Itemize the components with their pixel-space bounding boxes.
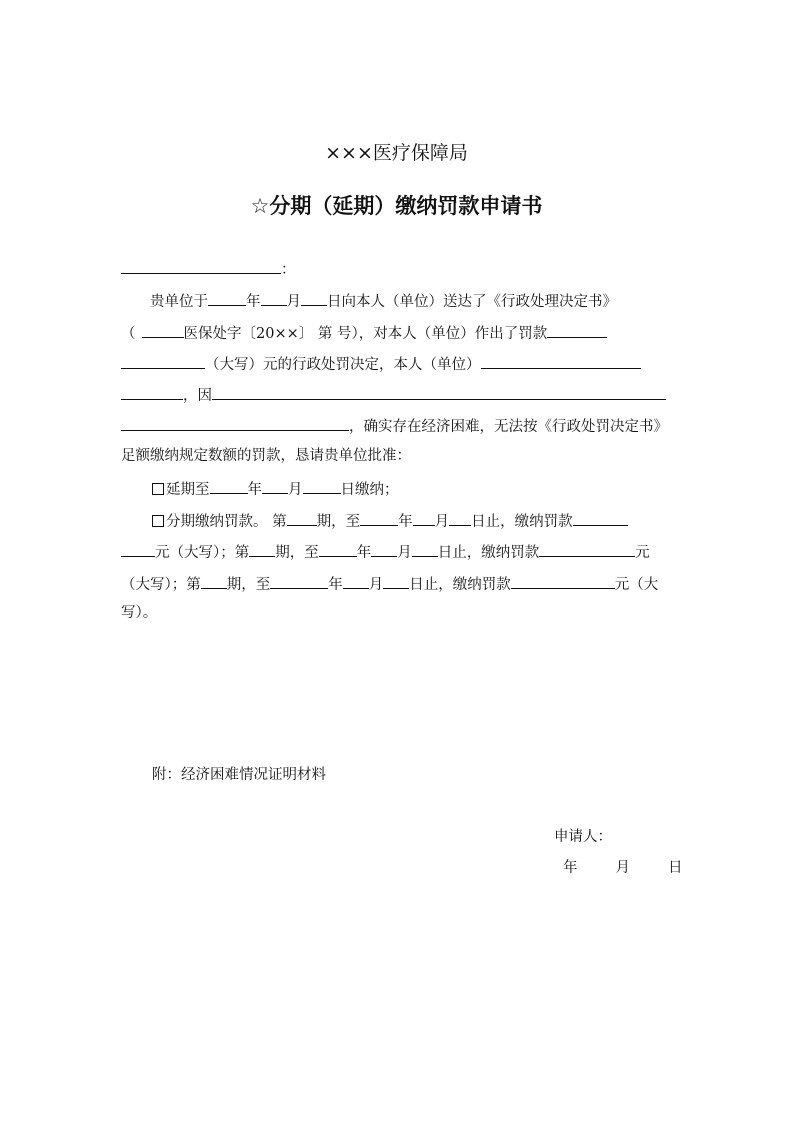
option-installment-line-3 [121,573,658,595]
text: 年 [246,294,261,310]
paragraph-line-4 [121,384,666,406]
text: 分期缴纳罚款。 第 [166,514,287,530]
applicant-blank-a[interactable] [481,353,641,369]
text: 日止，缴纳罚款 [409,577,511,593]
text: 年 [247,482,262,498]
text: （ [121,326,136,342]
text: 年 [356,545,372,561]
paragraph-line-6 [121,446,411,466]
paragraph-line-2 [121,322,607,344]
date-year-label: 年 [563,860,578,876]
defer-month-blank[interactable] [262,478,288,494]
paragraph-line-3 [121,353,641,375]
text: 日向本人（单位）送达了《行政处理决定书》 [327,294,617,310]
option-installment-line-4 [121,603,157,623]
text: 月 [434,514,450,530]
agency-name: ×××医疗保障局 [325,142,468,164]
text: （大写）；第 [121,577,201,593]
text: 元（大写）；第 [155,545,250,561]
option-installment-line-2 [121,541,650,563]
period-3-year-blank[interactable] [270,573,328,589]
case-prefix-blank[interactable] [142,322,184,338]
document-title: ☆分期（延期）缴纳罚款申请书 [250,194,543,218]
text: 足额缴纳规定数额的罚款，恳请贵单位批准： [121,448,411,464]
period-3-day-blank[interactable] [383,573,409,589]
defer-year-blank[interactable] [210,478,248,494]
applicant-blank-b[interactable] [121,384,183,400]
text: 医保处字〔20××〕 第 号），对本人（单位）作出了罚款 [183,326,548,342]
text: 日止，缴纳罚款 [471,514,573,530]
period-3-amount-blank[interactable] [511,573,615,589]
text: 期，至 [226,577,271,593]
text: 写）。 [121,605,158,621]
date-day-label: 日 [668,860,683,876]
text: 元 [635,545,650,561]
text: （大写）元的行政处罚决定，本人（单位） [205,357,481,373]
recipient-line [121,258,296,280]
period-3-month-blank[interactable] [343,573,369,589]
paragraph-line-5 [121,415,668,437]
period-2-year-blank[interactable] [319,541,357,557]
text: 日止，缴纳罚款 [437,545,540,561]
paragraph-line-1 [150,290,617,312]
text: 年 [398,514,413,530]
period-1-month-blank[interactable] [413,510,435,526]
period-1-day-blank[interactable] [449,510,471,526]
defer-checkbox[interactable] [152,483,164,495]
text: 期，至 [316,514,361,530]
text: 日缴纳； [340,482,399,498]
text: 月 [288,482,303,498]
period-1-blank[interactable] [287,510,317,526]
text: 月 [397,545,412,561]
text: 期，至 [275,545,319,561]
text: 元（大 [614,577,659,593]
colon: ： [281,262,296,278]
text: 延期至 [166,482,210,498]
attachment-note: 附：经济困难情况证明材料 [152,767,326,783]
reason-blank-b[interactable] [121,415,349,431]
period-3-blank[interactable] [201,573,227,589]
year-blank[interactable] [208,290,246,306]
text: ，因 [183,388,212,404]
installment-checkbox[interactable] [152,515,164,527]
period-1-year-blank[interactable] [360,510,398,526]
text: 月 [368,577,384,593]
text: 月 [286,294,301,310]
period-1-amount-blank-b[interactable] [121,541,155,557]
date-month-label: 月 [615,860,630,876]
recipient-blank[interactable] [121,258,281,274]
period-2-month-blank[interactable] [371,541,397,557]
applicant-label: 申请人： [554,829,612,845]
text: 贵单位于 [150,294,208,310]
text: ，确实存在经济困难，无法按《行政处罚决定书》 [349,419,668,435]
period-1-amount-blank-a[interactable] [573,510,628,526]
period-2-blank[interactable] [249,541,275,557]
fine-amount-blank-b[interactable] [121,353,205,369]
period-2-amount-blank[interactable] [539,541,635,557]
option-installment-line-1 [152,510,628,532]
fine-amount-blank-a[interactable] [547,322,607,338]
period-2-day-blank[interactable] [412,541,438,557]
date-line [563,858,683,878]
month-blank[interactable] [261,290,287,306]
defer-day-blank[interactable] [303,478,341,494]
reason-blank-a[interactable] [212,384,666,400]
option-defer [152,478,399,500]
text: 年 [328,577,343,593]
day-blank[interactable] [301,290,327,306]
